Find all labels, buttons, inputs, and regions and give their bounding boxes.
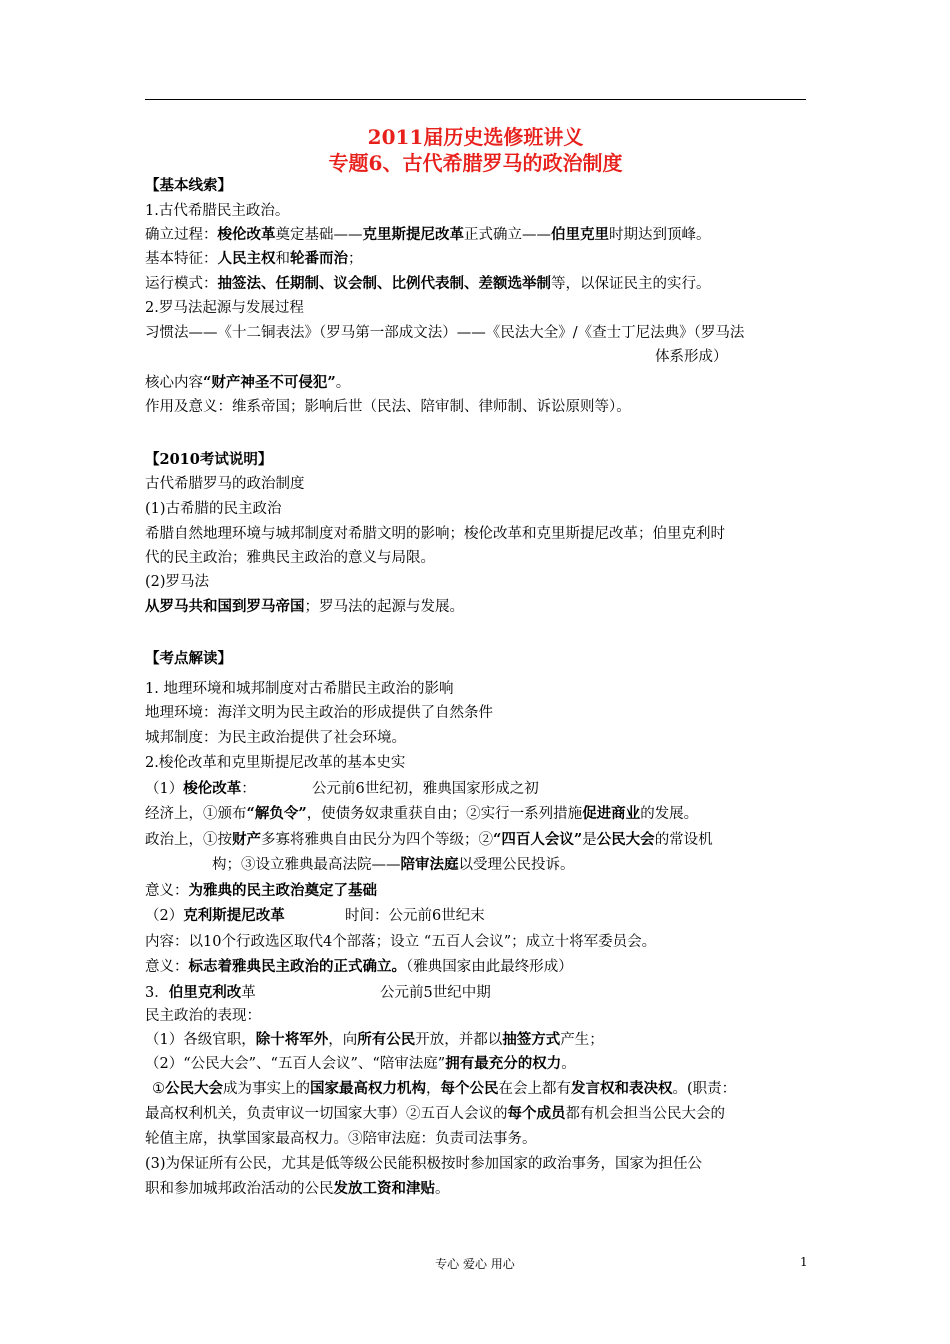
text-span: 意义： xyxy=(145,883,189,899)
text-line xyxy=(145,1006,261,1026)
text-line xyxy=(145,1030,604,1050)
bold-text: 【考点解读】 xyxy=(145,650,232,667)
text-span: (3)为保证所有公民，尤其是低等级公民能积极按时参加国家的政治事务，国家为担任公 xyxy=(145,1156,703,1172)
text-line xyxy=(345,906,485,926)
bold-text: 发言权和表决权 xyxy=(571,1080,673,1097)
text-line xyxy=(145,957,573,977)
text-span: 1.古代希腊民主政治。 xyxy=(145,203,290,219)
text-span: （1）各级官职， xyxy=(145,1032,256,1048)
bold-text: 伯里克里 xyxy=(551,226,609,243)
header-rule xyxy=(145,99,806,100)
text-span: 内容：以10个行政选区取代4个部落；设立 “五百人会议”；成立十将军委员会。 xyxy=(145,934,657,950)
text-span: 革 xyxy=(241,985,256,1001)
text-span: 轮值主席，执掌国家最高权力。③陪审法庭：负责司法事务。 xyxy=(145,1131,537,1147)
bold-text: 除十将军外 xyxy=(255,1031,329,1048)
bold-text: 为雅典的民主政治奠定了基础 xyxy=(188,882,377,899)
text-line xyxy=(145,524,725,544)
text-line xyxy=(145,830,713,850)
text-span: 和 xyxy=(275,251,290,267)
bold-text: 标志着雅典民主政治的正式确立。 xyxy=(188,958,406,975)
text-span: 多寡将雅典自由民分为四个等级；② xyxy=(261,832,493,848)
text-line xyxy=(145,176,232,196)
bold-text: 【2010考试说明】 xyxy=(145,451,273,468)
text-line xyxy=(145,649,232,669)
text-line xyxy=(145,450,272,470)
text-span: 奠定基础—— xyxy=(275,227,363,243)
bold-text: 抽签方式 xyxy=(502,1031,561,1048)
text-line xyxy=(145,932,656,952)
text-span: 等，以保证民主的实行。 xyxy=(551,276,711,292)
text-line xyxy=(212,855,575,875)
text-line xyxy=(145,1154,702,1174)
text-span: 成为事实上的 xyxy=(223,1081,310,1097)
text-span: （雅典国家由此最终形成） xyxy=(406,959,573,975)
bold-text: 从罗马共和国到罗马帝国 xyxy=(145,598,305,615)
text-line xyxy=(152,1079,736,1099)
text-span: 地理环境：海洋文明为民主政治的形成提供了自然条件 xyxy=(145,705,493,721)
text-span: 的常设机 xyxy=(654,832,713,848)
text-span: 作用及意义：维系帝国；影响后世（民法、陪审制、律师制、诉讼原则等）。 xyxy=(145,399,631,415)
text-span: 职和参加城邦政治活动的公民 xyxy=(145,1181,334,1197)
bold-text: 每个成员 xyxy=(507,1105,566,1122)
text-span: 2.梭伦改革和克里斯提尼改革的基本史实 xyxy=(145,755,406,771)
page-footer: 专心 爱心 用心 xyxy=(435,1257,515,1271)
text-span: 公元前6世纪初，雅典国家形成之初 xyxy=(312,781,539,797)
document-subtitle: 专题6、古代希腊罗马的政治制度 xyxy=(328,151,623,175)
text-span: ，向 xyxy=(328,1032,358,1048)
bold-text: 财产 xyxy=(232,831,261,848)
bold-text: 陪审法庭 xyxy=(400,856,459,873)
text-line xyxy=(145,474,305,494)
text-span: 最高权利机关，负责审议一切国家大事）②五百人会议的 xyxy=(145,1106,508,1122)
text-span: 构；③设立雅典最高法院—— xyxy=(212,857,401,873)
text-span: 体系形成） xyxy=(655,349,728,365)
text-line xyxy=(145,572,209,592)
text-line xyxy=(312,779,539,799)
text-line xyxy=(145,1129,537,1149)
text-line xyxy=(145,804,698,824)
text-span: ；罗马法的起源与发展。 xyxy=(304,599,464,615)
text-line xyxy=(145,201,289,221)
bold-text: 伯里克利改 xyxy=(168,984,242,1001)
text-line xyxy=(145,728,406,748)
text-span: (1)古希腊的民主政治 xyxy=(145,501,282,517)
page-number: 1 xyxy=(800,1255,808,1269)
text-span: 在会上都有 xyxy=(498,1081,571,1097)
text-span: 3． xyxy=(145,985,169,1001)
text-line xyxy=(145,753,405,773)
bold-text: 公民大会 xyxy=(165,1080,223,1097)
bold-text: 每个公民 xyxy=(440,1080,499,1097)
text-span: 确立过程： xyxy=(145,227,218,243)
bold-text: 促进商业 xyxy=(582,805,641,822)
text-span: ， xyxy=(426,1081,441,1097)
text-span: 意义： xyxy=(145,959,189,975)
text-span: 。 xyxy=(561,1056,576,1072)
text-line xyxy=(380,983,491,1003)
text-span: （2）“公民大会”、“五百人会议”、“陪审法庭” xyxy=(145,1056,446,1072)
text-span: 经济上，①颁布 xyxy=(145,806,247,822)
text-line xyxy=(145,274,711,294)
bold-text: 所有公民 xyxy=(357,1031,416,1048)
bold-text: “四百人会议” xyxy=(493,831,583,848)
text-span: 民主政治的表现： xyxy=(145,1008,261,1024)
text-span: 都有机会担当公民大会的 xyxy=(565,1106,725,1122)
bold-text: 梭伦改革 xyxy=(183,780,242,797)
text-span: 时间：公元前6世纪末 xyxy=(345,908,485,924)
text-span: 产生； xyxy=(560,1032,604,1048)
text-line xyxy=(145,1179,450,1199)
text-span: ； xyxy=(348,251,363,267)
text-span: 公元前5世纪中期 xyxy=(380,985,491,1001)
text-span: ，使债务奴隶重获自由；②实行一系列措施 xyxy=(306,806,583,822)
text-span: 1. 地理环境和城邦制度对古希腊民主政治的影响 xyxy=(145,681,454,697)
text-span: 政治上，①按 xyxy=(145,832,232,848)
bold-text: “解负令” xyxy=(246,805,307,822)
text-span: 。(职责： xyxy=(672,1081,737,1097)
bold-text: 人民主权 xyxy=(217,250,276,267)
text-line xyxy=(145,679,453,699)
text-line xyxy=(145,1104,725,1124)
text-line xyxy=(145,983,256,1003)
text-line xyxy=(145,323,744,343)
text-line xyxy=(145,1054,576,1074)
text-line xyxy=(145,548,435,568)
text-span: ① xyxy=(152,1081,165,1097)
text-span: 古代希腊罗马的政治制度 xyxy=(145,476,305,492)
text-line xyxy=(145,397,631,417)
text-span: （2） xyxy=(145,908,184,924)
bold-text: 梭伦改革 xyxy=(217,226,276,243)
text-span: 代的民主政治；雅典民主政治的意义与局限。 xyxy=(145,550,435,566)
text-span: (2)罗马法 xyxy=(145,574,210,590)
text-span: 。 xyxy=(435,1181,450,1197)
text-span: 开放，并都以 xyxy=(415,1032,503,1048)
text-span: 2.罗马法起源与发展过程 xyxy=(145,300,304,316)
document-title: 2011届历史选修班讲义 xyxy=(367,125,584,149)
text-span: 。 xyxy=(335,375,351,391)
bold-text: 克里斯提尼改革 xyxy=(362,226,464,243)
text-line xyxy=(145,373,350,393)
text-line xyxy=(145,779,256,799)
text-line xyxy=(145,597,464,617)
bold-text: 公民大会 xyxy=(596,831,655,848)
text-span: 习惯法——《十二铜表法》（罗马第一部成文法）——《民法大全》/《查士丁尼法典》（罗马法 xyxy=(145,325,745,341)
text-line xyxy=(145,703,493,723)
text-span: ： xyxy=(241,781,256,797)
text-span: 以受理公民投诉。 xyxy=(458,857,575,873)
bold-text: 国家最高权力机构 xyxy=(310,1080,426,1097)
text-span: 正式确立—— xyxy=(464,227,551,243)
bold-text: “财产神圣不可侵犯” xyxy=(203,374,336,391)
text-span: 希腊自然地理环境与城邦制度对希腊文明的影响；梭伦改革和克里斯提尼改革；伯里克利时 xyxy=(145,526,725,542)
bold-text: 发放工资和津贴 xyxy=(333,1180,435,1197)
bold-text: 抽签法、任期制、议会制、比例代表制、差额选举制 xyxy=(217,275,551,292)
text-span: 城邦制度：为民主政治提供了社会环境。 xyxy=(145,730,406,746)
text-line xyxy=(145,499,282,519)
text-span: （1） xyxy=(145,781,184,797)
text-line xyxy=(145,881,377,901)
text-span: 运行模式： xyxy=(145,276,218,292)
text-span: 是 xyxy=(582,832,597,848)
text-line xyxy=(655,347,728,367)
text-span: 核心内容 xyxy=(145,375,203,391)
text-line xyxy=(145,249,363,269)
text-span: 的发展。 xyxy=(640,806,699,822)
text-line xyxy=(145,225,711,245)
bold-text: 克利斯提尼改革 xyxy=(183,907,285,924)
text-line xyxy=(145,298,304,318)
bold-text: 【基本线索】 xyxy=(145,177,232,194)
text-line xyxy=(145,906,285,926)
bold-text: 拥有最充分的权力 xyxy=(445,1055,562,1072)
text-span: 时期达到顶峰。 xyxy=(609,227,711,243)
bold-text: 轮番而治 xyxy=(290,250,348,267)
text-span: 基本特征： xyxy=(145,251,218,267)
